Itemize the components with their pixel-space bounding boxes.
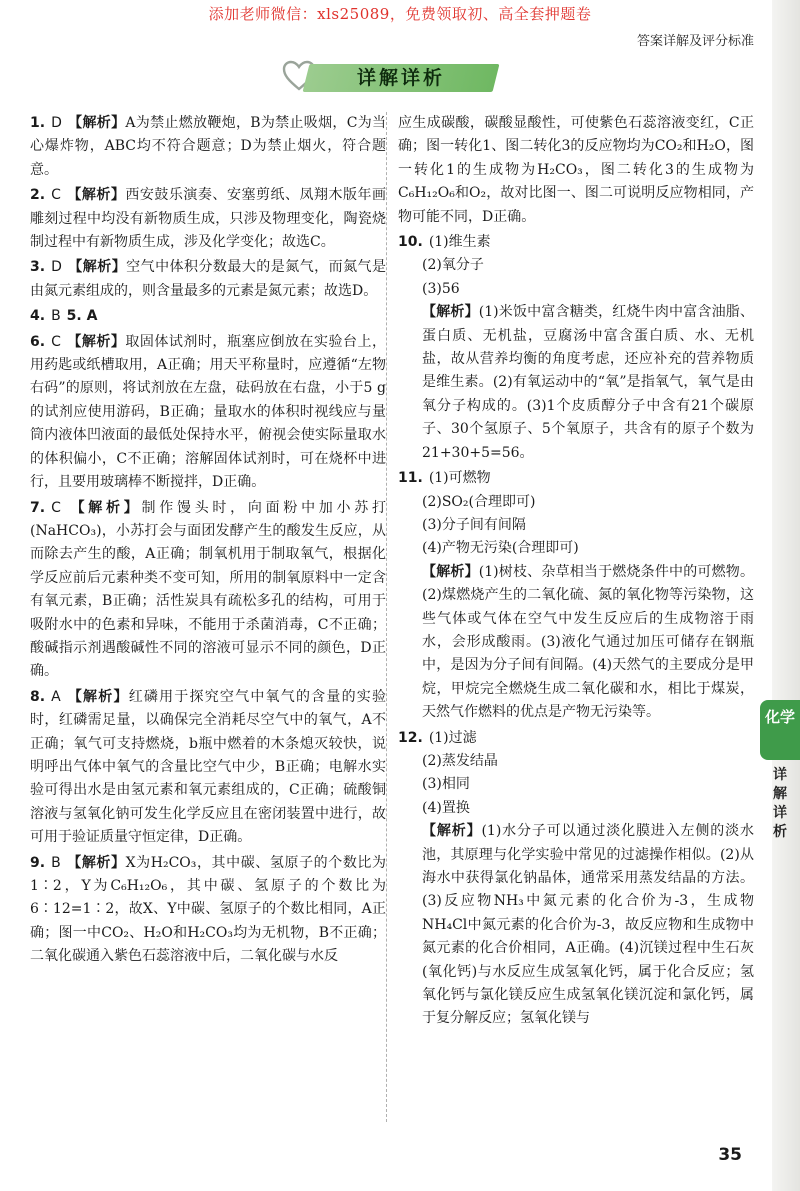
- item-answer: A: [51, 688, 61, 705]
- answer-item-10: [398, 231, 754, 465]
- section-title-banner: [282, 58, 518, 96]
- analysis-tag: 【解析】: [67, 115, 126, 131]
- sub-answer: (4)置换: [422, 799, 470, 816]
- analysis-block: [398, 820, 754, 1031]
- right-column: [398, 112, 754, 1033]
- answer-item-1: [30, 112, 386, 182]
- analysis-text: 红磷用于探究空气中氧气的含量的实验时，红磷需足量，以确保完全消耗尽空气中的氧气，A不正确；氧气可支持燃烧，b瓶中燃着的木条熄灭较快，说明呼出气体中氧气的含量比空气中少，B正确；电解水实验可得出水是由氢元素和氧元素组成的，C正确；硫酸铜溶液与氢氧化钠可发生化学反应且在密闭装置中进行，故可用于验证质量守恒定律，D正确。: [30, 688, 387, 846]
- answer-item-7: [30, 497, 386, 684]
- answer-item-6: [30, 331, 386, 495]
- item-number: 1.: [30, 115, 46, 131]
- sub-answer: (2)SO₂(合理即可): [422, 493, 536, 510]
- answer-item-9-continued: [398, 112, 754, 229]
- watermark-text: 添加老师微信：xls25089，免费领取初、高全套押题卷: [208, 5, 592, 23]
- item-answer: C: [51, 499, 61, 516]
- item-answer: C: [51, 333, 61, 350]
- item-answer: D: [51, 115, 62, 131]
- item-number: 3.: [30, 259, 46, 276]
- analysis-tag: 【解析】: [422, 304, 479, 321]
- item-answer-5: 5. A: [66, 308, 98, 325]
- answer-item-2: [30, 184, 386, 254]
- page-number: 35: [718, 1145, 742, 1165]
- analysis-tag: 【解析】: [66, 688, 129, 705]
- analysis-text: 西安鼓乐演奏、安塞剪纸、凤翔木版年画雕刻过程中均没有新物质生成，只涉及物理变化，陶瓷烧制过程中有新物质生成，涉及化学变化；故选C。: [30, 187, 387, 251]
- item-number: 12.: [398, 729, 423, 746]
- subject-tab: 化学: [760, 700, 800, 760]
- analysis-tag: 【解析】: [422, 563, 479, 580]
- sub-answer: (4)产物无污染(合理即可): [422, 540, 579, 557]
- analysis-text: (1)米饭中富含糖类，红烧牛肉中富含油脂、蛋白质、无机盐，豆腐汤中富含蛋白质、水、无机盐，故从营养均衡的角度考虑，还应补充的营养物质是维生素。(2)有氧运动中的“氧”是指氧气，氧气是由氧分子构成的。(3)1个皮质醇分子中含有21个碳原子、30个氢原子、5个氧原子，共含有的原子个数为21+30+5=56。: [422, 304, 754, 461]
- sub-answer: (3)相同: [422, 776, 470, 793]
- sub-answer: (1)维生素: [428, 234, 491, 251]
- analysis-text: (1)水分子可以通过淡化膜进入左侧的淡水池，其原理与化学实验中常见的过滤操作相似。(2)从海水中获得氯化钠晶体，通常采用蒸发结晶的方法。(3)反应物NH₃中氮元素的化合价为-3，生成物NH₄Cl中氮元素的化合价为-3，故反应物和生成物中氮元素的化合价相同，A正确。(4)沉镁过程中生石灰(氧化钙)与水反应生成氢氧化钙，属于化合反应；氢氧化钙与氯化镁反应生成氢氧化镁沉淀和氯化钙，属于复分解反应；氢氧化镁与: [422, 823, 754, 1027]
- item-answer: B: [51, 854, 61, 871]
- item-number: 6.: [30, 333, 46, 350]
- answer-item-9: [30, 852, 386, 969]
- analysis-tag: 【解析】: [67, 259, 127, 276]
- item-number: 8.: [30, 688, 46, 705]
- analysis-tag: 【解析】: [66, 854, 126, 871]
- item-answer: B: [51, 308, 61, 325]
- sub-answer: (3)分子间有间隔: [422, 516, 526, 533]
- item-number: 11.: [398, 470, 423, 487]
- item-number: 7.: [30, 499, 46, 516]
- item-number: 2.: [30, 187, 46, 204]
- analysis-tag: 【解析】: [66, 499, 142, 516]
- analysis-tag: 【解析】: [66, 333, 126, 350]
- answer-item-11: [398, 467, 754, 724]
- sub-answer: (2)氧分子: [422, 257, 484, 274]
- page-edge: [772, 0, 800, 1191]
- item-number: 4.: [30, 308, 46, 325]
- answer-item-3: [30, 256, 386, 303]
- header-title: 答案详解及评分标准: [636, 34, 754, 49]
- side-label: 详解详析: [773, 767, 787, 840]
- analysis-text: 空气中体积分数最大的是氮气，而氮气是由氮元素组成的，则含量最多的元素是氮元素；故选D。: [30, 259, 387, 299]
- analysis-tag: 【解析】: [66, 187, 126, 204]
- item-number: 10.: [398, 234, 423, 251]
- analysis-tag: 【解析】: [422, 823, 482, 840]
- analysis-text: 应生成碳酸，碳酸显酸性，可使紫色石蕊溶液变红，C正确；图一转化1、图二转化3的反应物均为CO₂和H₂O，图一转化1的生成物为H₂CO₃，图二转化3的生成物为C₆H₁₂O₆和O₂，故对比图一、图二可说明反应物相同，产物可能不同，D正确。: [398, 115, 754, 225]
- section-title: 详解详析: [356, 67, 445, 89]
- item-answer: D: [51, 259, 62, 276]
- sub-answer: (2)蒸发结晶: [422, 752, 498, 769]
- analysis-text: (1)树枝、杂草相当于燃烧条件中的可燃物。(2)煤燃烧产生的二氧化硫、氮的氧化物等污染物，这些气体或气体在空气中发生反应后的生成物溶于雨水，会形成酸雨。(3)液化气通过加压可储存在钢瓶中，是因为分子间有间隔。(4)天然气的主要成分是甲烷，甲烷完全燃烧生成二氧化碳和水，相比于煤炭，天然气作燃料的优点是产物无污染等。: [422, 563, 754, 721]
- answer-item-8: [30, 686, 386, 850]
- answer-item-4-5: [30, 305, 386, 328]
- analysis-text: A为禁止燃放鞭炮，B为禁止吸烟，C为当心爆炸物，ABC均不符合题意；D为禁止烟火，符合题意。: [30, 115, 387, 178]
- sub-answer: (3)56: [422, 280, 460, 297]
- analysis-text: 取固体试剂时，瓶塞应倒放在实验台上，用药匙或纸槽取用，A正确；用天平称量时，应遵循“左物右码”的原则，将试剂放在左盘，砝码放在右盘，小于5 g的试剂应使用游码，B正确；量取水的体积时视线应与量筒内液体凹液面的最低处保持水平，俯视会使实际量取水的体积偏小，C不正确；溶解固体试剂时，可在烧杯中进行，且要用玻璃棒不断搅拌，D正确。: [30, 333, 387, 491]
- item-answer: C: [51, 187, 61, 204]
- left-column: [30, 112, 386, 971]
- column-divider: [386, 112, 387, 1122]
- analysis-block: [398, 561, 754, 725]
- analysis-text: X为H₂CO₃，其中碳、氢原子的个数比为1∶2，Y为C₆H₁₂O₆，其中碳、氢原子的个数比为6∶12=1∶2，故X、Y中碳、氢原子的个数比相同，A正确；图一中CO₂、H₂O和H₂CO₃均为无机物，B不正确；二氧化碳通入紫色石蕊溶液中后，二氧化碳与水反: [30, 854, 386, 965]
- analysis-block: [398, 301, 754, 465]
- sub-answer: (1)可燃物: [428, 470, 491, 487]
- item-number: 9.: [30, 854, 46, 871]
- analysis-text: 制作馒头时，向面粉中加小苏打(NaHCO₃)，小苏打会与面团发酵产生的酸发生反应，从而除去产生的酸，A正确；制氧机用于制取氧气，根据化学反应前后元素种类不变可知，所用的制氧原料中一定含有氧元素，B正确；活性炭具有疏松多孔的结构，可用于吸附水中的色素和异味，不能用于杀菌消毒，C不正确；酸碱指示剂遇酸碱性不同的溶液可显示不同的颜色，D正确。: [30, 499, 387, 680]
- answer-item-12: [398, 727, 754, 1031]
- sub-answer: (1)过滤: [428, 729, 477, 746]
